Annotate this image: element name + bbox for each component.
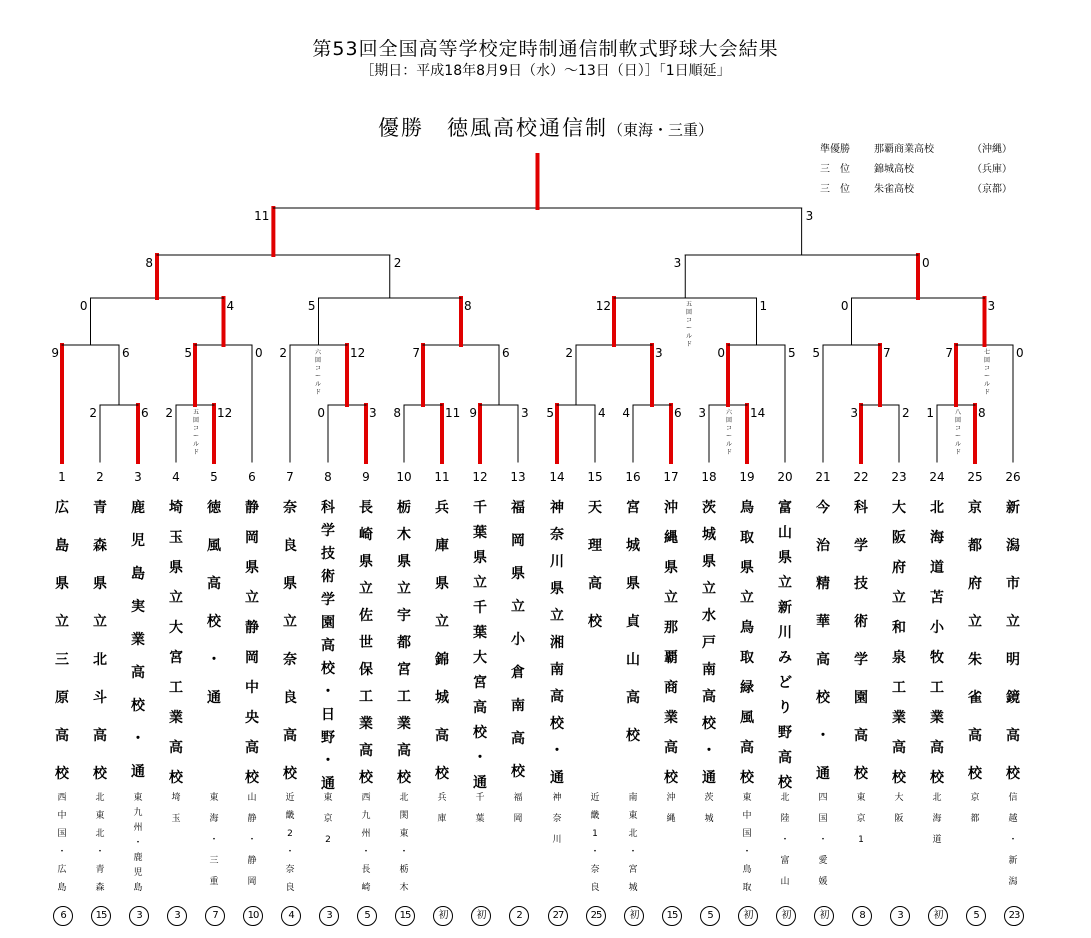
team-name: 富 山 県 立 新 川 み ど り 野 高 校 — [778, 500, 792, 791]
appearance-count-badge: 初 — [624, 906, 644, 926]
appearance-count-badge: 4 — [281, 906, 301, 926]
team-name: 今 治 精 華 高 校 ・ 通 — [816, 500, 830, 782]
team-number: 14 — [549, 470, 565, 484]
team-number: 19 — [739, 470, 755, 484]
score-label: 7 — [412, 346, 420, 360]
called-game-note: 六回コールド — [314, 349, 322, 396]
called-game-note: 八回コールド — [954, 409, 962, 456]
place-pref: （京都） — [972, 184, 1012, 195]
appearance-count-badge: 初 — [814, 906, 834, 926]
team-number: 25 — [967, 470, 983, 484]
team-region: 東 京 1 — [856, 793, 866, 845]
score-label: 3 — [850, 406, 858, 420]
team-name: 大 阪 府 立 和 泉 工 業 高 校 — [892, 500, 906, 786]
team-name: 北 海 道 苫 小 牧 工 業 高 校 — [930, 500, 944, 786]
score-label: 4 — [598, 406, 606, 420]
place-role: 準優勝 — [820, 144, 850, 155]
score-label: 1 — [759, 299, 768, 313]
team-number: 22 — [853, 470, 869, 484]
score-label: 8 — [145, 256, 153, 270]
appearance-count-badge: 初 — [471, 906, 491, 926]
appearance-count-badge: 初 — [738, 906, 758, 926]
team-name: 鹿 児 島 実 業 高 校 ・ 通 — [131, 500, 145, 780]
appearance-count-badge: 初 — [776, 906, 796, 926]
called-game-note: 六回コールド — [725, 409, 733, 456]
score-label: 5 — [788, 346, 796, 360]
appearance-count-badge: 25 — [586, 906, 606, 926]
score-label: 2 — [902, 406, 910, 420]
score-label: 11 — [445, 406, 461, 420]
tournament-dates: ［期日：平成18年8月9日（水）～13日（日）］「1日順延」 — [360, 63, 731, 79]
team-number: 3 — [134, 470, 142, 484]
team-name: 栃 木 県 立 宇 都 宮 工 業 高 校 — [397, 500, 411, 786]
score-label: 12 — [217, 406, 233, 420]
team-name: 天 理 高 校 — [588, 500, 602, 630]
champion-label: 優勝 — [377, 116, 424, 140]
page-title: 第53回全国高等学校定時制通信制軟式野球大会結果 — [312, 38, 779, 60]
team-number: 7 — [286, 470, 294, 484]
place-school: 朱雀高校 — [874, 184, 914, 195]
team-region: 南 東 北 ・ 宮 城 — [628, 793, 638, 893]
team-number: 12 — [472, 470, 488, 484]
score-label: 8 — [978, 406, 986, 420]
team-region: 近 畿 2 ・ 奈 良 — [285, 793, 295, 893]
team-name: 奈 良 県 立 奈 良 高 校 — [283, 500, 297, 782]
team-number: 1 — [58, 470, 66, 484]
team-region: 西 九 州 ・ 長 崎 — [361, 793, 371, 893]
place-role: 三 位 — [820, 164, 850, 175]
champion-school: 徳風高校通信制 — [446, 116, 608, 140]
score-label: 7 — [945, 346, 953, 360]
score-label: 6 — [674, 406, 682, 420]
score-label: 3 — [805, 209, 814, 223]
score-label: 3 — [673, 256, 682, 270]
score-label: 14 — [750, 406, 766, 420]
team-number: 9 — [362, 470, 370, 484]
score-label: 12 — [350, 346, 366, 360]
team-name: 福 岡 県 立 小 倉 南 高 校 — [511, 500, 525, 780]
score-label: 3 — [521, 406, 529, 420]
appearance-count-badge: 15 — [91, 906, 111, 926]
score-label: 4 — [226, 299, 235, 313]
score-label: 5 — [546, 406, 554, 420]
team-region: 四 国 ・ 愛 媛 — [818, 793, 828, 887]
place-pref: （兵庫） — [972, 164, 1012, 175]
team-name: 兵 庫 県 立 錦 城 高 校 — [435, 500, 449, 782]
score-label: 2 — [279, 346, 287, 360]
appearance-count-badge: 23 — [1004, 906, 1024, 926]
appearance-count-badge: 27 — [548, 906, 568, 926]
score-label: 2 — [89, 406, 97, 420]
team-region: 北 海 道 — [932, 793, 942, 845]
team-name: 埼 玉 県 立 大 宮 工 業 高 校 — [169, 500, 183, 786]
score-label: 9 — [469, 406, 477, 420]
appearance-count-badge: 3 — [129, 906, 149, 926]
team-number: 4 — [172, 470, 180, 484]
champion-region: （東海・三重） — [607, 121, 713, 139]
score-label: 3 — [987, 299, 996, 313]
score-label: 6 — [122, 346, 130, 360]
team-name: 科 学 技 術 学 園 高 校 — [854, 500, 868, 782]
score-label: 11 — [254, 209, 270, 223]
score-label: 5 — [812, 346, 820, 360]
team-name: 長 崎 県 立 佐 世 保 工 業 高 校 — [359, 500, 373, 786]
team-number: 21 — [815, 470, 831, 484]
team-name: 千 葉 県 立 千 葉 大 宮 高 校 ・ 通 — [473, 500, 487, 791]
score-label: 0 — [717, 346, 725, 360]
place-role: 三 位 — [820, 184, 850, 195]
team-region: 兵 庫 — [437, 793, 447, 824]
team-region: 東 中 国 ・ 鳥 取 — [742, 793, 752, 893]
team-name: 青 森 県 立 北 斗 高 校 — [93, 500, 107, 782]
score-label: 3 — [698, 406, 706, 420]
team-region: 信 越 ・ 新 潟 — [1008, 793, 1018, 887]
team-region: 東 九 州 ・ 鹿 児 島 — [133, 793, 143, 893]
appearance-count-badge: 8 — [852, 906, 872, 926]
appearance-count-badge: 10 — [243, 906, 263, 926]
team-number: 5 — [210, 470, 218, 484]
team-region: 茨 城 — [704, 793, 714, 824]
team-number: 20 — [777, 470, 793, 484]
appearance-count-badge: 5 — [700, 906, 720, 926]
appearance-count-badge: 3 — [167, 906, 187, 926]
team-region: 京 都 — [970, 793, 980, 824]
score-label: 5 — [184, 346, 192, 360]
score-label: 2 — [565, 346, 573, 360]
team-number: 18 — [701, 470, 717, 484]
team-name: 静 岡 県 立 静 岡 中 央 高 校 — [245, 500, 259, 786]
team-region: 西 中 国 ・ 広 島 — [57, 793, 67, 893]
score-label: 0 — [79, 299, 88, 313]
score-label: 6 — [141, 406, 149, 420]
team-number: 6 — [248, 470, 256, 484]
team-name: 広 島 県 立 三 原 高 校 — [55, 500, 69, 782]
place-school: 那覇商業高校 — [874, 144, 934, 155]
appearance-count-badge: 2 — [509, 906, 529, 926]
appearance-count-badge: 15 — [662, 906, 682, 926]
team-name: 宮 城 県 貞 山 高 校 — [626, 500, 640, 744]
team-number: 8 — [324, 470, 332, 484]
score-label: 0 — [1016, 346, 1024, 360]
score-label: 0 — [922, 256, 930, 270]
called-game-note: 七回コールド — [983, 349, 991, 396]
team-region: 北 関 東 ・ 栃 木 — [399, 793, 409, 893]
appearance-count-badge: 初 — [928, 906, 948, 926]
appearance-count-badge: 15 — [395, 906, 415, 926]
score-label: 5 — [307, 299, 316, 313]
team-number: 17 — [663, 470, 679, 484]
team-number: 15 — [587, 470, 603, 484]
score-label: 6 — [502, 346, 510, 360]
team-number: 2 — [96, 470, 104, 484]
score-label: 12 — [595, 299, 611, 313]
team-name: 新 潟 市 立 明 鏡 高 校 — [1006, 500, 1020, 782]
team-name: 茨 城 県 立 水 戸 南 高 校 ・ 通 — [702, 500, 716, 786]
score-label: 7 — [883, 346, 891, 360]
appearance-count-badge: 7 — [205, 906, 225, 926]
team-region: 沖 縄 — [666, 793, 676, 824]
team-number: 11 — [434, 470, 450, 484]
place-school: 錦城高校 — [874, 164, 914, 175]
team-region: 埼 玉 — [171, 793, 181, 824]
called-game-note: 五回コールド — [192, 409, 200, 456]
score-label: 3 — [655, 346, 663, 360]
team-name: 科 学 技 術 学 園 高 校 ・ 日 野 ・ 通 — [321, 500, 335, 792]
score-label: 8 — [464, 299, 472, 313]
team-number: 26 — [1005, 470, 1021, 484]
team-region: 大 阪 — [894, 793, 904, 824]
appearance-count-badge: 初 — [433, 906, 453, 926]
score-label: 8 — [393, 406, 401, 420]
team-region: 北 東 北 ・ 青 森 — [95, 793, 105, 893]
team-region: 北 陸 ・ 富 山 — [780, 793, 790, 887]
score-label: 2 — [393, 256, 402, 270]
team-region: 近 畿 1 ・ 奈 良 — [590, 793, 600, 893]
team-number: 24 — [929, 470, 945, 484]
appearance-count-badge: 5 — [357, 906, 377, 926]
place-pref: （沖縄） — [972, 144, 1012, 155]
appearance-count-badge: 6 — [53, 906, 73, 926]
team-region: 神 奈 川 — [552, 793, 562, 845]
appearance-count-badge: 3 — [890, 906, 910, 926]
team-name: 沖 縄 県 立 那 覇 商 業 高 校 — [664, 500, 678, 786]
team-name: 鳥 取 県 立 鳥 取 緑 風 高 校 — [740, 500, 754, 786]
team-number: 16 — [625, 470, 641, 484]
team-region: 千 葉 — [475, 793, 485, 824]
team-name: 京 都 府 立 朱 雀 高 校 — [968, 500, 982, 782]
score-label: 9 — [51, 346, 59, 360]
score-label: 0 — [840, 299, 849, 313]
appearance-count-badge: 5 — [966, 906, 986, 926]
score-label: 0 — [255, 346, 263, 360]
team-region: 東 海 ・ 三 重 — [209, 793, 219, 887]
team-number: 23 — [891, 470, 907, 484]
score-label: 1 — [926, 406, 934, 420]
appearance-count-badge: 3 — [319, 906, 339, 926]
team-region: 山 静 ・ 静 岡 — [247, 793, 257, 887]
team-name: 神 奈 川 県 立 湘 南 高 校 ・ 通 — [550, 500, 564, 786]
team-name: 徳 風 高 校 ・ 通 — [207, 500, 221, 706]
team-number: 13 — [510, 470, 526, 484]
called-game-note: 五回コールド — [685, 301, 693, 348]
score-label: 3 — [369, 406, 377, 420]
score-label: 2 — [165, 406, 173, 420]
team-number: 10 — [396, 470, 412, 484]
team-region: 福 岡 — [513, 793, 523, 824]
score-label: 4 — [622, 406, 630, 420]
team-region: 東 京 2 — [323, 793, 333, 845]
score-label: 0 — [317, 406, 325, 420]
